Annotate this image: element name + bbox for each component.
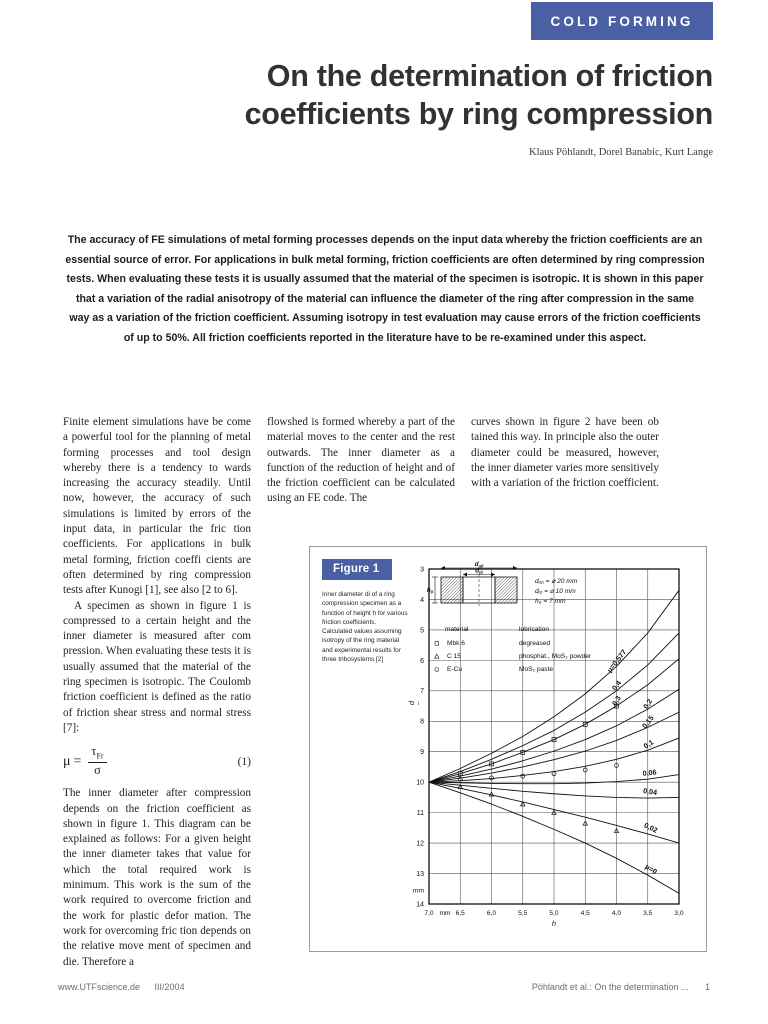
equation-1 [63,745,251,777]
footer-page-number: 1 [704,982,710,992]
svg-text:10: 10 [416,779,424,787]
svg-text:6,0: 6,0 [486,910,497,917]
svg-text:0,4: 0,4 [609,678,624,693]
svg-text:0,1: 0,1 [641,737,656,751]
section-banner-label: COLD FORMING [550,13,694,29]
figure-caption: Inner diameter di of a ring compression specimen as a function of height h for various friction coefficients. Calculated values assuming isotropy of the ring material and experimental results for three tribosystems [2] [322,591,408,664]
equation-expression [63,745,107,777]
svg-text:5,0: 5,0 [549,910,559,917]
equation-fraction [88,745,106,777]
svg-text:lubrication: lubrication [519,626,550,633]
page-title [55,57,713,133]
footer-website[interactable]: www.UTFscience.de [58,982,141,992]
svg-text:9: 9 [420,749,424,757]
equation-equals: = [73,753,82,769]
svg-text:dᵢ₀ = ⌀ 10 mm: dᵢ₀ = ⌀ 10 mm [535,588,576,595]
equation-numerator-subscript: Fr [96,751,104,761]
svg-text:h: h [551,919,557,928]
svg-text:5: 5 [420,627,424,635]
svg-text:4,5: 4,5 [580,910,590,917]
svg-text:MoS₂ paste: MoS₂ paste [519,666,554,673]
svg-text:i: i [418,701,420,707]
svg-text:0,15: 0,15 [639,713,656,731]
section-banner [531,2,713,40]
svg-text:5,5: 5,5 [518,910,528,917]
footer-right [518,982,710,992]
body-column-2 [267,415,455,507]
paragraph: The inner diameter after compression depends on the friction coefficient as shown in figure 1. This diagram can be explained as follows: For a given height the inner diameter takes that value for which the total required work is minimum. This work is the sum of the work required to overcome friction and the work for plastic defor mation. The work for overcoming fric tion depends on the relative move ment of specimen and die. Therefore a [63,787,251,968]
svg-text:h₀ = 7 mm: h₀ = 7 mm [535,598,566,605]
body-column-1 [63,415,251,970]
svg-text:Mbk 6: Mbk 6 [447,640,465,647]
abstract: The accuracy of FE simulations of metal forming processes depends on the input data whereby the friction coefficients are an essential source of error. For applications in bulk metal forming, friction coefficients are often determined by ring compression tests. When evaluating these tests it is usually assumed that the material of the specimen is isotropic. It is shown in this paper that a variation of the radial anisotropy of the material can influence the diameter of the ring after compression in the same way as a variation of the friction coefficient. Assuming isotropy in test evaluation may cause errors of the friction coefficients of up to 50%. All friction coefficients reported in the literature have to be re-examined under this aspect. [65,234,705,344]
equation-number: (1) [237,756,251,769]
svg-text:3,5: 3,5 [643,910,653,917]
footer-left [58,982,197,992]
svg-text:degreased: degreased [519,640,551,647]
svg-text:di0: $d_{i0}$ [475,567,483,575]
svg-text:3,0: 3,0 [674,910,684,917]
svg-text:μ=0: μ=0 [643,861,659,877]
svg-text:h0: $h_0$ [426,587,434,595]
svg-text:material: material [445,626,469,633]
authors: Klaus Pöhlandt, Dorel Banabic, Kurt Lange [529,147,713,158]
svg-text:0,2: 0,2 [641,697,655,711]
svg-text:4,0: 4,0 [611,910,622,917]
equation-mu-symbol: μ [63,753,71,769]
paragraph: Finite element simulations have be come a powerful tool for the planning of metal forming processes and tool design whereby there is a tendency to wards increasing the accuracy steadily. Until now, however, the accuracy of such simulations is limited by errors of the input data, in particular the fric tion coefficients. For applications in bulk metal forming, friction coeffi cients are often determined by ring compression tests after Kunogi [1], see also [2 to 6]. [63,416,251,597]
page-footer [58,982,710,992]
svg-text:0,04: 0,04 [642,786,658,797]
svg-text:7: 7 [420,688,424,696]
footer-issue: III/2004 [154,982,185,992]
svg-text:6: 6 [420,657,424,665]
svg-text:mm: mm [439,910,451,917]
svg-text:0,3: 0,3 [609,694,623,708]
page-title-line-2: coefficients by ring compression [244,97,713,131]
svg-text:4: 4 [420,596,424,604]
svg-text:phosphat., MoS₂ powder: phosphat., MoS₂ powder [519,653,592,660]
svg-text:11: 11 [416,810,424,818]
svg-text:14: 14 [416,901,424,909]
body-column-3 [471,415,659,491]
svg-text:6,5: 6,5 [455,910,465,917]
equation-numerator [88,745,106,762]
chart-ring-compression [407,559,697,944]
footer-running-head: Pöhlandt et al.: On the determination ... [531,982,689,992]
paragraph: curves shown in figure 2 have been ob tained this way. In principle also the outer diameter could be measured, however, the inner diameter varies more sensitively with a variation of the friction coefficient. [471,416,659,490]
svg-text:0,02: 0,02 [642,820,660,835]
svg-text:8: 8 [420,718,424,726]
title-block [55,57,713,158]
svg-text:C 15: C 15 [447,653,461,660]
svg-text:E-Cu: E-Cu [447,666,463,673]
svg-text:12: 12 [416,840,424,848]
svg-text:mm: mm [413,887,424,895]
equation-denominator: σ [88,762,106,777]
svg-text:dₐ₀ = ⌀ 20 mm: dₐ₀ = ⌀ 20 mm [535,578,578,585]
svg-text:7,0: 7,0 [424,910,434,917]
svg-text:3: 3 [420,566,424,574]
equation-numerator-symbol: τ [91,744,97,759]
svg-text:μ=0,577: μ=0,577 [604,647,629,675]
svg-text:d: d [407,700,416,706]
svg-text:0,06: 0,06 [642,767,657,778]
chart-svg [407,559,697,944]
svg-text:13: 13 [416,870,424,878]
svg-text:da0: $d_{a0}$ [474,561,484,569]
figure-1 [309,546,707,952]
paragraph: A specimen as shown in figure 1 is compressed to a certain height and the inner diameter is measured after com pression. When evaluating these tests it is usually assumed that the material of the ring specimen is isotropic. The Coulomb friction coefficient is defined as the ratio of friction shear stress and normal stress [7]: [63,599,251,734]
paragraph: flowshed is formed whereby a part of the material moves to the center and the rest outwards. The inner diameter as a function of the reduction of height and of the friction coefficient can be calculated using an FE code. The [267,416,455,505]
figure-label: Figure 1 [322,559,392,580]
page-title-line-1: On the determination of friction [266,59,713,93]
chart-legend [435,626,592,673]
